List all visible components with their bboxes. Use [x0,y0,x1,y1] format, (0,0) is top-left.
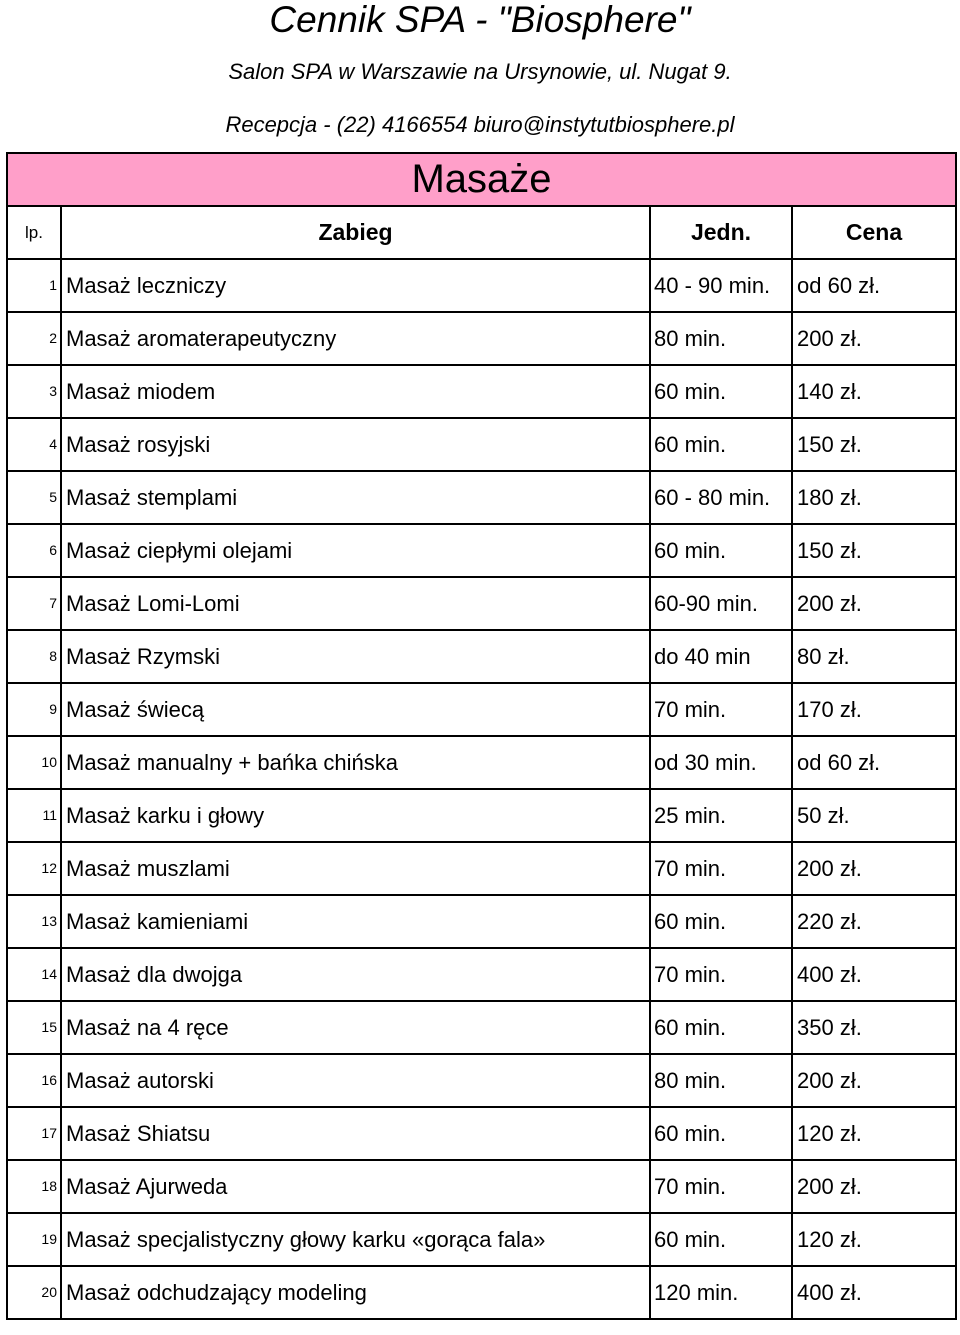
treatment-name: Masaż ciepłymi olejami [61,524,650,577]
treatment-name: Masaż aromaterapeutyczny [61,312,650,365]
treatment-price: 120 zł. [792,1107,956,1160]
treatment-duration: 80 min. [650,1054,792,1107]
row-number: 19 [7,1213,61,1266]
treatment-duration: 60-90 min. [650,577,792,630]
treatment-duration: 40 - 90 min. [650,259,792,312]
table-row [7,1001,956,1054]
column-header-treatment: Zabieg [61,206,650,259]
column-header-unit: Jedn. [650,206,792,259]
treatment-price: od 60 zł. [792,259,956,312]
table-row [7,1160,956,1213]
treatment-price: 200 zł. [792,577,956,630]
treatment-duration: 70 min. [650,1160,792,1213]
treatment-price: 200 zł. [792,842,956,895]
treatment-duration: 120 min. [650,1266,792,1319]
table-row [7,1107,956,1160]
treatment-name: Masaż Ajurweda [61,1160,650,1213]
table-row [7,895,956,948]
row-number: 10 [7,736,61,789]
treatment-name: Masaż kamieniami [61,895,650,948]
treatment-name: Masaż stemplami [61,471,650,524]
treatment-price: 200 zł. [792,1160,956,1213]
treatment-duration: 60 min. [650,1001,792,1054]
treatment-duration: od 30 min. [650,736,792,789]
treatment-name: Masaż muszlami [61,842,650,895]
table-row [7,365,956,418]
treatment-duration: 25 min. [650,789,792,842]
treatment-name: Masaż rosyjski [61,418,650,471]
treatment-name: Masaż miodem [61,365,650,418]
row-number: 14 [7,948,61,1001]
table-row [7,524,956,577]
treatment-duration: 70 min. [650,683,792,736]
treatment-name: Masaż autorski [61,1054,650,1107]
price-table [6,152,957,1320]
treatment-price: 350 zł. [792,1001,956,1054]
treatment-name: Masaż specjalistyczny głowy karku «gorąca fala» [61,1213,650,1266]
treatment-price: 400 zł. [792,948,956,1001]
treatment-duration: 80 min. [650,312,792,365]
table-row [7,312,956,365]
row-number: 11 [7,789,61,842]
treatment-duration: 70 min. [650,948,792,1001]
table-row [7,1054,956,1107]
treatment-price: 140 zł. [792,365,956,418]
row-number: 7 [7,577,61,630]
row-number: 5 [7,471,61,524]
salon-address: Salon SPA w Warszawie na Ursynowie, ul. Nugat 9. [228,59,732,84]
table-row [7,630,956,683]
row-number: 20 [7,1266,61,1319]
row-number: 8 [7,630,61,683]
treatment-name: Masaż karku i głowy [61,789,650,842]
column-header-price: Cena [792,206,956,259]
treatment-duration: 60 min. [650,365,792,418]
treatment-name: Masaż Rzymski [61,630,650,683]
treatment-price: 80 zł. [792,630,956,683]
row-number: 13 [7,895,61,948]
treatment-price: 400 zł. [792,1266,956,1319]
row-number: 18 [7,1160,61,1213]
treatment-price: 50 zł. [792,789,956,842]
page-title: Cennik SPA - "Biosphere" [269,0,691,40]
treatment-price: 220 zł. [792,895,956,948]
treatment-name: Masaż świecą [61,683,650,736]
treatment-name: Masaż manualny + bańka chińska [61,736,650,789]
row-number: 17 [7,1107,61,1160]
table-row [7,259,956,312]
row-number: 4 [7,418,61,471]
section-title: Masaże [7,153,956,206]
treatment-price: 150 zł. [792,524,956,577]
row-number: 15 [7,1001,61,1054]
treatment-name: Masaż Lomi-Lomi [61,577,650,630]
table-row [7,948,956,1001]
table-row [7,1213,956,1266]
treatment-name: Masaż leczniczy [61,259,650,312]
treatment-name: Masaż na 4 ręce [61,1001,650,1054]
table-row [7,789,956,842]
row-number: 1 [7,259,61,312]
treatment-price: 200 zł. [792,312,956,365]
table-row [7,577,956,630]
table-row [7,1266,956,1319]
table-row [7,736,956,789]
treatment-duration: 60 min. [650,895,792,948]
table-row [7,842,956,895]
table-row [7,683,956,736]
treatment-price: 120 zł. [792,1213,956,1266]
treatment-name: Masaż dla dwojga [61,948,650,1001]
row-number: 6 [7,524,61,577]
treatment-price: 200 zł. [792,1054,956,1107]
treatment-duration: do 40 min [650,630,792,683]
treatment-name: Masaż odchudzający modeling [61,1266,650,1319]
reception-contact: Recepcja - (22) 4166554 biuro@instytutbiosphere.pl [225,112,735,137]
row-number: 2 [7,312,61,365]
treatment-price: 170 zł. [792,683,956,736]
treatment-price: 150 zł. [792,418,956,471]
table-row [7,471,956,524]
table-row [7,418,956,471]
row-number: 3 [7,365,61,418]
section-header-row [7,153,956,206]
treatment-duration: 60 min. [650,418,792,471]
treatment-duration: 60 - 80 min. [650,471,792,524]
treatment-duration: 60 min. [650,1213,792,1266]
row-number: 16 [7,1054,61,1107]
treatment-duration: 70 min. [650,842,792,895]
treatment-duration: 60 min. [650,524,792,577]
column-header-row [7,206,956,259]
row-number: 9 [7,683,61,736]
column-header-lp: lp. [7,206,61,259]
treatment-name: Masaż Shiatsu [61,1107,650,1160]
treatment-duration: 60 min. [650,1107,792,1160]
row-number: 12 [7,842,61,895]
treatment-price: 180 zł. [792,471,956,524]
treatment-price: od 60 zł. [792,736,956,789]
